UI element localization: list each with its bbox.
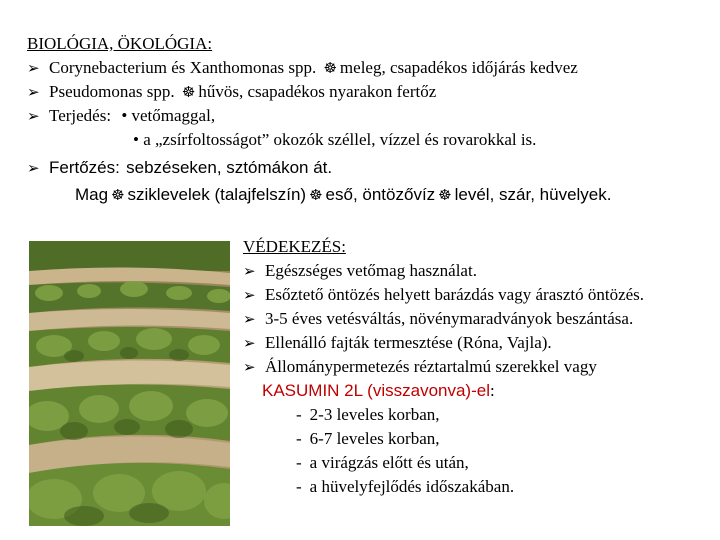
circled-arrow-icon: ☸: [309, 186, 323, 204]
arrow-bullet-icon: ➢: [27, 159, 40, 177]
dash: -: [296, 429, 302, 448]
path-cotyledons: sziklevelek (talajfelszín): [127, 185, 307, 204]
condition-1: meleg, csapadékos időjárás kedvez: [339, 58, 578, 77]
arrow-bullet-icon: ➢: [243, 358, 256, 376]
dash: -: [296, 405, 302, 424]
infection-path: [75, 185, 611, 205]
protection-item-3: [243, 309, 633, 329]
spread-item-1: • vetőmaggal,: [121, 106, 216, 125]
bullet-line-bacteria-1: [27, 58, 578, 78]
protection-item-5-text: Állománypermetezés réztartalmú szerekkel vagy: [265, 357, 597, 376]
bean-field-image: [29, 241, 230, 526]
bullet-line-infection: [27, 158, 332, 178]
timing-2: [296, 429, 440, 449]
protection-item-1-text: Egészséges vetőmag használat.: [265, 261, 477, 280]
condition-2: hűvös, csapadékos nyarakon fertőz: [198, 82, 437, 101]
product-name: KASUMIN 2L (visszavonva)-el: [262, 381, 490, 400]
spread-item-2: • a „zsírfoltosságot” okozók széllel, vízzel és rovarokkal is.: [133, 130, 537, 149]
path-organs: levél, szár, hüvelyek.: [454, 185, 612, 204]
timing-3-text: a virágzás előtt és után,: [309, 453, 469, 472]
protection-item-1: [243, 261, 477, 281]
protection-item-3-text: 3-5 éves vetésváltás, növénymaradványok beszántása.: [265, 309, 634, 328]
arrow-bullet-icon: ➢: [243, 262, 256, 280]
protection-heading: VÉDEKEZÉS:: [243, 237, 346, 256]
timing-4: [296, 477, 514, 497]
spread-label: Terjedés:: [49, 106, 112, 125]
product-line: [262, 381, 495, 401]
timing-3: [296, 453, 469, 473]
dash: -: [296, 453, 302, 472]
arrow-bullet-icon: ➢: [27, 107, 40, 125]
circled-arrow-icon: ☸: [438, 186, 452, 204]
infection-label: Fertőzés:: [49, 158, 120, 177]
path-seed: Mag: [75, 185, 109, 204]
timing-4-text: a hüvelyfejlődés időszakában.: [309, 477, 515, 496]
product-suffix: :: [490, 381, 495, 400]
arrow-bullet-icon: ➢: [243, 310, 256, 328]
protection-item-4: [243, 333, 552, 353]
biology-heading: BIOLÓGIA, ÖKOLÓGIA:: [27, 34, 213, 53]
protection-item-4-text: Ellenálló fajták termesztése (Róna, Vajla).: [265, 333, 552, 352]
circled-arrow-icon: ☸: [181, 83, 196, 101]
timing-2-text: 6-7 leveles korban,: [309, 429, 440, 448]
arrow-bullet-icon: ➢: [243, 334, 256, 352]
path-rain: eső, öntözővíz: [325, 185, 436, 204]
infection-text: sebzéseken, sztómákon át.: [126, 158, 333, 177]
protection-item-2-text: Esőztető öntözés helyett barázdás vagy árasztó öntözés.: [265, 285, 645, 304]
timing-1-text: 2-3 leveles korban,: [309, 405, 440, 424]
bean-field-photo: [29, 241, 230, 526]
circled-arrow-icon: ☸: [323, 59, 337, 77]
timing-1: [296, 405, 440, 425]
arrow-bullet-icon: ➢: [243, 286, 256, 304]
circled-arrow-icon: ☸: [111, 186, 125, 204]
protection-item-5: [243, 357, 597, 377]
arrow-bullet-icon: ➢: [27, 83, 40, 101]
bacteria-2: Pseudomonas spp.: [49, 82, 175, 101]
bullet-line-bacteria-2: [27, 82, 436, 102]
bacteria-1: Corynebacterium és Xanthomonas spp.: [49, 58, 317, 77]
dash: -: [296, 477, 302, 496]
arrow-bullet-icon: ➢: [27, 59, 40, 77]
protection-item-2: [243, 285, 644, 305]
bullet-line-spread: [27, 106, 215, 126]
